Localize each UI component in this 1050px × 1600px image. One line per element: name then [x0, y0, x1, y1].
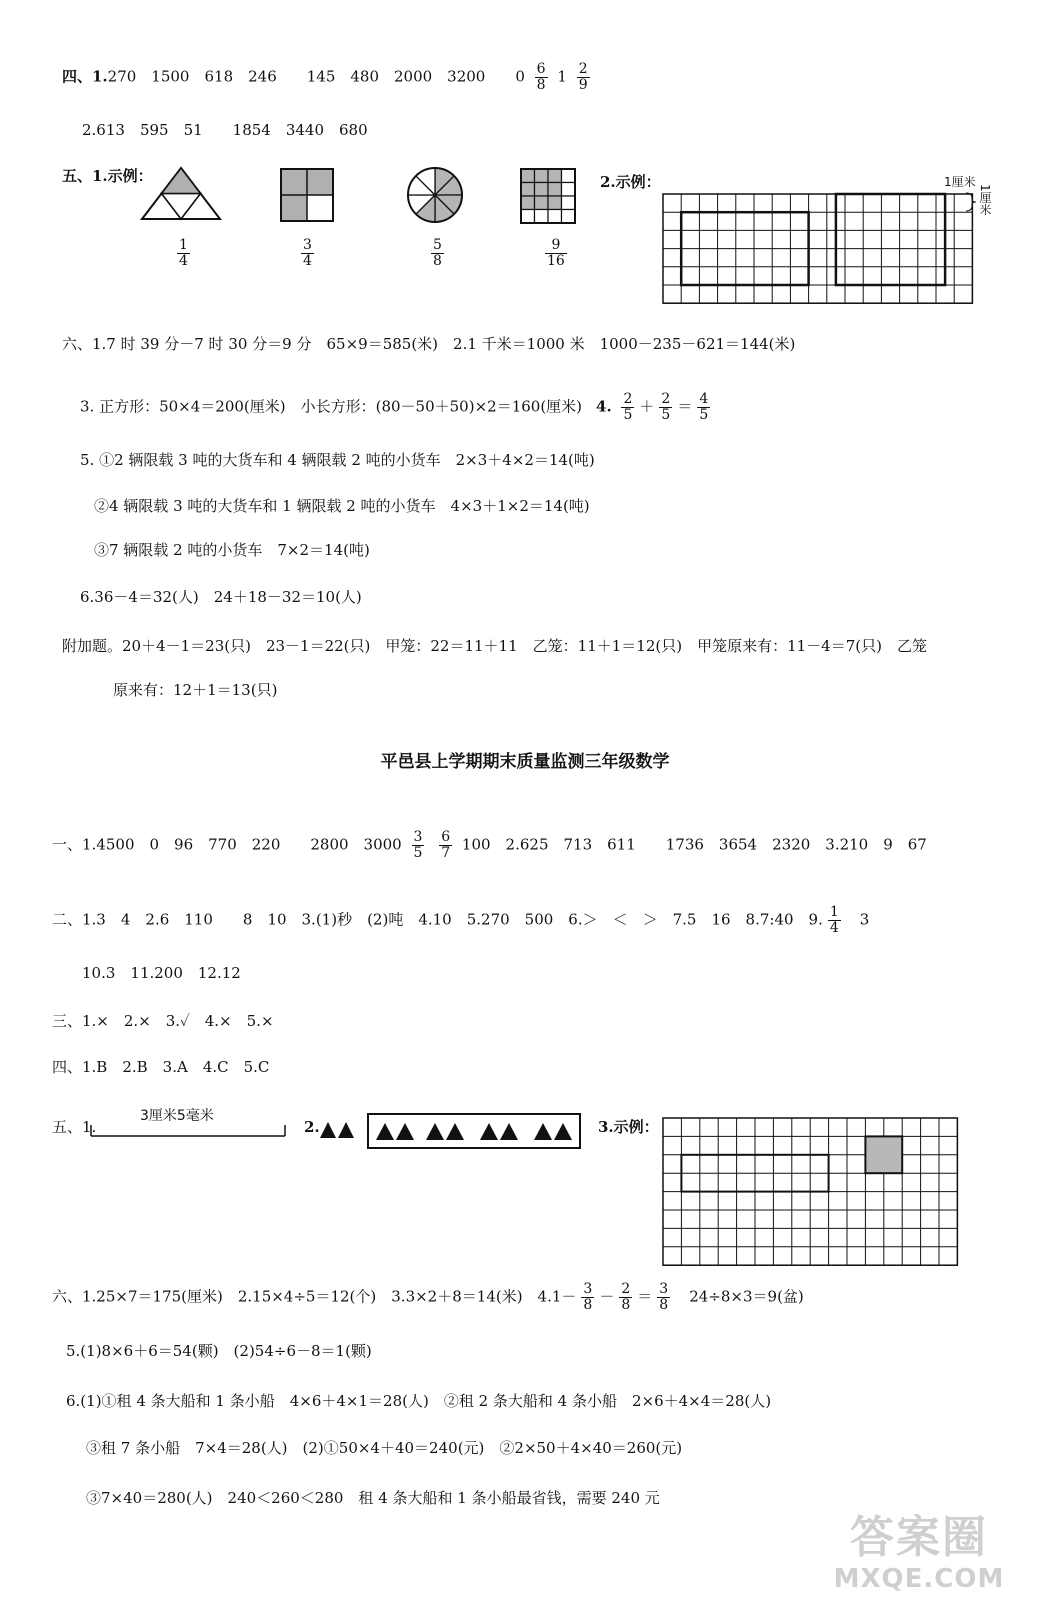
sec4-label: 四、1. [62, 67, 108, 86]
fraction: $\frac{3}{8}$ [583, 1281, 593, 1313]
ruler-line-segment [90, 1124, 286, 1138]
p2-sec5-q3-label: 3.示例： [598, 1118, 659, 1136]
shape-circle-figure [406, 166, 464, 224]
shape-square-figure [280, 168, 334, 222]
p2-sec5-q2-label: 2. [304, 1118, 320, 1136]
fraction: $\frac{3}{5}$ [413, 829, 423, 861]
fraction-label: $\frac{3}{4}$ [303, 237, 312, 269]
p2-sec6-line-3: 6.(1)①租 4 条大船和 1 条小船 4×6＋4×1＝28(人) ②租 2 条大船和 4 条小船 2×6＋4×4＝28(人) [66, 1392, 772, 1410]
page-title: 平邑县上学期期末质量监测三年级数学 [380, 752, 670, 772]
sec6-q5-line-1: 5. ①2 辆限载 3 吨的大货车和 4 辆限载 2 吨的小货车 2×3＋4×2＝14(吨) [80, 451, 595, 469]
fraction: $\frac{2}{5}$ [623, 391, 633, 423]
fraction-label: $\frac{1}{4}$ [179, 237, 188, 269]
drawing-grid-1 [662, 193, 972, 309]
bonus-line-1: 附加题。20＋4－1＝23(只) 23－1＝22(只) 甲笼：22＝11＋11 乙笼：11＋1＝12(只) 甲笼原来有：11－4＝7(只) 乙笼 [62, 637, 927, 655]
fraction-label: $\frac{5}{8}$ [433, 237, 442, 269]
triangle-pattern [320, 1112, 582, 1150]
sec6-q3q4-line: 3. 正方形：50×4＝200(厘米) 小长方形：(80－50＋50)×2＝160(厘米) 4. $\frac{2}{5}$ ＋ $\frac{2}{5}$ ＝ $\frac{4}{5}$ [80, 391, 709, 423]
sec4-q1-numbers: 270 1500 618 246 145 480 2000 3200 0 [107, 67, 525, 86]
fraction-label: $\frac{9}{16}$ [547, 237, 565, 269]
p2-sec4-line: 四、1.B 2.B 3.A 4.C 5.C [52, 1058, 270, 1076]
unit-label-horizontal: 1厘米 [944, 175, 976, 189]
sec4-q2-line: 2.613 595 51 1854 3440 680 [82, 121, 368, 139]
watermark-logo: 答案圈 MXQE.COM [833, 1512, 1005, 1594]
drawing-grid-2 [662, 1117, 960, 1265]
fraction: $\frac{2}{5}$ [661, 391, 671, 423]
fraction: $\frac{3}{8}$ [659, 1281, 669, 1313]
sec5-q2-label: 2.示例： [600, 173, 661, 191]
p2-sec6-line-4: ③租 7 条小船 7×4＝28(人) (2)①50×4＋40＝240(元) ②2×50＋4×40＝260(元) [86, 1439, 683, 1457]
sec4-q1-line: 四、1.270 1500 618 246 145 480 2000 3200 0 $\frac{6}{8}$ 1 $\frac{2}{9}$ [62, 61, 588, 93]
p2-sec2-line-2: 10.3 11.200 12.12 [82, 964, 241, 982]
p2-sec3-line: 三、1.× 2.× 3.✓ 4.× 5.× [52, 1012, 274, 1030]
p2-sec6-line-5: ③7×40＝280(人) 240＜260＜280 租 4 条大船和 1 条小船最省钱，需要 240 元 [86, 1489, 660, 1507]
p2-sec6-line-2: 5.(1)8×6＋6＝54(颗) (2)54÷6－8＝1(颗) [66, 1342, 372, 1360]
fraction: $\frac{6}{8}$ [536, 61, 546, 93]
ruler-length-label: 3厘米5毫米 [140, 1108, 214, 1124]
p2-sec1-line: 一、1.4500 0 96 770 220 2800 3000 $\frac{3}{5}$ $\frac{6}{7}$ 100 2.625 713 611 1736 3654 2320 3.210 9 67 [52, 829, 927, 861]
shape-grid-figure [520, 168, 576, 224]
fraction: $\frac{2}{9}$ [578, 61, 588, 93]
sec6-q6-line: 6.36－4＝32(人) 24＋18－32＝10(人) [80, 588, 362, 606]
bonus-line-2: 原来有：12＋1＝13(只) [113, 681, 278, 699]
sec6-q5-line-3: ③7 辆限载 2 吨的小货车 7×2＝14(吨) [94, 541, 370, 559]
shape-triangle-figure [140, 166, 222, 222]
sec5-q1-label: 五、1.示例： [62, 167, 153, 185]
fraction: $\frac{1}{4}$ [829, 904, 839, 936]
unit-brace [964, 192, 978, 212]
p2-sec6-line-1: 六、1.25×7＝175(厘米) 2.15×4÷5＝12(个) 3.3×2＋8＝14(米) 4.1－ $\frac{3}{8}$ － $\frac{2}{8}$ ＝ $\frac{3}{8}$ 24÷8×3＝9(盆) [52, 1281, 804, 1313]
unit-label-vertical: 1厘米 [978, 184, 992, 216]
fraction: $\frac{2}{8}$ [621, 1281, 631, 1313]
fraction: $\frac{4}{5}$ [699, 391, 709, 423]
p2-sec5-label: 五、1. [52, 1118, 97, 1136]
p2-sec2-line: 二、1.3 4 2.6 110 8 10 3.(1)秒 (2)吨 4.10 5.270 500 6.＞ ＜ ＞ 7.5 16 8.7:40 9. $\frac{1}{4}$ 3 [52, 904, 870, 936]
sec6-q1-line: 六、1.7 时 39 分－7 时 30 分＝9 分 65×9＝585(米) 2.1 千米＝1000 米 1000－235－621＝144(米) [62, 335, 796, 353]
sec6-q5-line-2: ②4 辆限载 3 吨的大货车和 1 辆限载 2 吨的小货车 4×3＋1×2＝14(吨) [94, 497, 590, 515]
fraction: $\frac{6}{7}$ [441, 829, 451, 861]
